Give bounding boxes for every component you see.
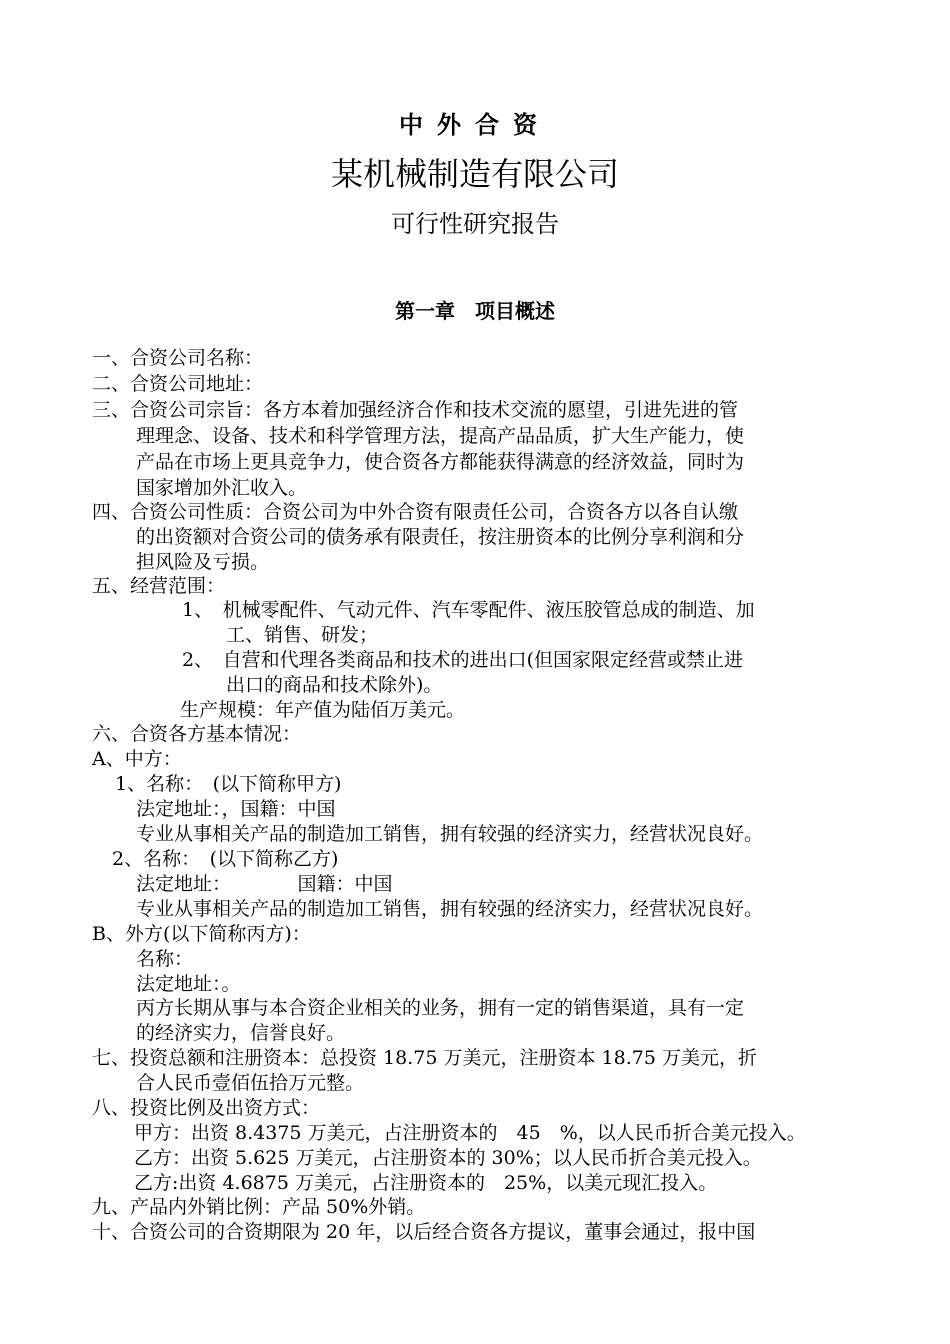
party-3-description-line1: 丙方长期从事与本合资企业相关的业务，拥有一定的销售渠道，具有一定 [136,997,745,1019]
production-scale: 生产规模：年产值为陆佰万美元。 [180,699,466,721]
item-3-purpose-line2: 理理念、设备、技术和科学管理方法，提高产品品质，扩大生产能力，使 [136,425,745,447]
item-9-sales-ratio: 九、产品内外销比例：产品 50%外销。 [92,1196,426,1218]
party-3-description-line2: 的经济实力，信誉良好。 [136,1022,346,1044]
chapter-heading: 第一章 项目概述 [395,299,555,323]
party-1-description: 专业从事相关产品的制造加工销售，拥有较强的经济实力，经营状况良好。 [136,823,764,845]
party-2-address: 法定地址： 国籍：中国 [136,873,393,895]
party-a-heading: A、中方： [92,748,182,770]
scope-1-line2: 工、销售、研发； [226,624,379,646]
title-company-name: 某机械制造有限公司 [330,155,619,193]
ratio-party-3: 乙方:出资 4.6875 万美元，占注册资本的 25%，以美元现汇投入。 [134,1172,718,1194]
party-b-heading: B、外方(以下简称丙方)： [92,923,311,945]
party-3-address: 法定地址：。 [136,973,241,995]
party-1-name: 1、名称： (以下简称甲方) [115,773,342,795]
item-6-parties: 六、合资各方基本情况： [92,723,302,745]
item-5-business-scope: 五、经营范围： [92,575,226,597]
item-7-investment-line2: 合人民币壹佰伍拾万元整。 [136,1072,365,1094]
ratio-party-2: 乙方：出资 5.625 万美元，占注册资本的 30%；以人民币折合美元投入。 [134,1147,762,1169]
scope-2-line2: 出口的商品和技术除外)。 [226,674,443,696]
item-3-purpose-line4: 国家增加外汇收入。 [136,477,308,499]
party-2-description: 专业从事相关产品的制造加工销售，拥有较强的经济实力，经营状况良好。 [136,898,764,920]
party-1-address: 法定地址：，国籍：中国 [136,798,336,820]
item-3-purpose-line1: 三、合资公司宗旨：各方本着加强经济合作和技术交流的愿望，引进先进的管 [92,399,739,421]
item-10-term: 十、合资公司的合资期限为 20 年，以后经合资各方提议，董事会通过，报中国 [92,1221,756,1243]
scope-1-line1: 1、 机械零配件、气动元件、汽车零配件、液压胶管总成的制造、加 [182,599,755,621]
item-7-investment-line1: 七、投资总额和注册资本：总投资 18.75 万美元，注册资本 18.75 万美元，折 [92,1047,757,1069]
title-joint-venture: 中外合资 [399,111,551,139]
party-2-name: 2、名称： (以下简称乙方) [112,848,339,870]
item-4-nature-line2: 的出资额对合资公司的债务承有限责任，按注册资本的比例分享利润和分 [136,526,745,548]
title-report: 可行性研究报告 [391,210,559,238]
item-4-nature-line3: 担风险及亏损。 [136,551,270,573]
scope-2-line1: 2、 自营和代理各类商品和技术的进出口(但国家限定经营或禁止进 [182,649,744,671]
ratio-party-1: 甲方：出资 8.4375 万美元，占注册资本的 45 %，以人民币折合美元投入。 [134,1122,806,1144]
item-2-company-address: 二、合资公司地址： [92,373,264,395]
item-8-investment-ratio: 八、投资比例及出资方式： [92,1097,321,1119]
item-3-purpose-line3: 产品在市场上更具竞争力，使合资各方都能获得满意的经济效益，同时为 [136,451,745,473]
item-1-company-name: 一、合资公司名称： [92,347,264,369]
item-4-nature-line1: 四、合资公司性质：合资公司为中外合资有限责任公司，合资各方以各自认缴 [92,501,739,523]
party-3-name: 名称： [136,948,194,970]
